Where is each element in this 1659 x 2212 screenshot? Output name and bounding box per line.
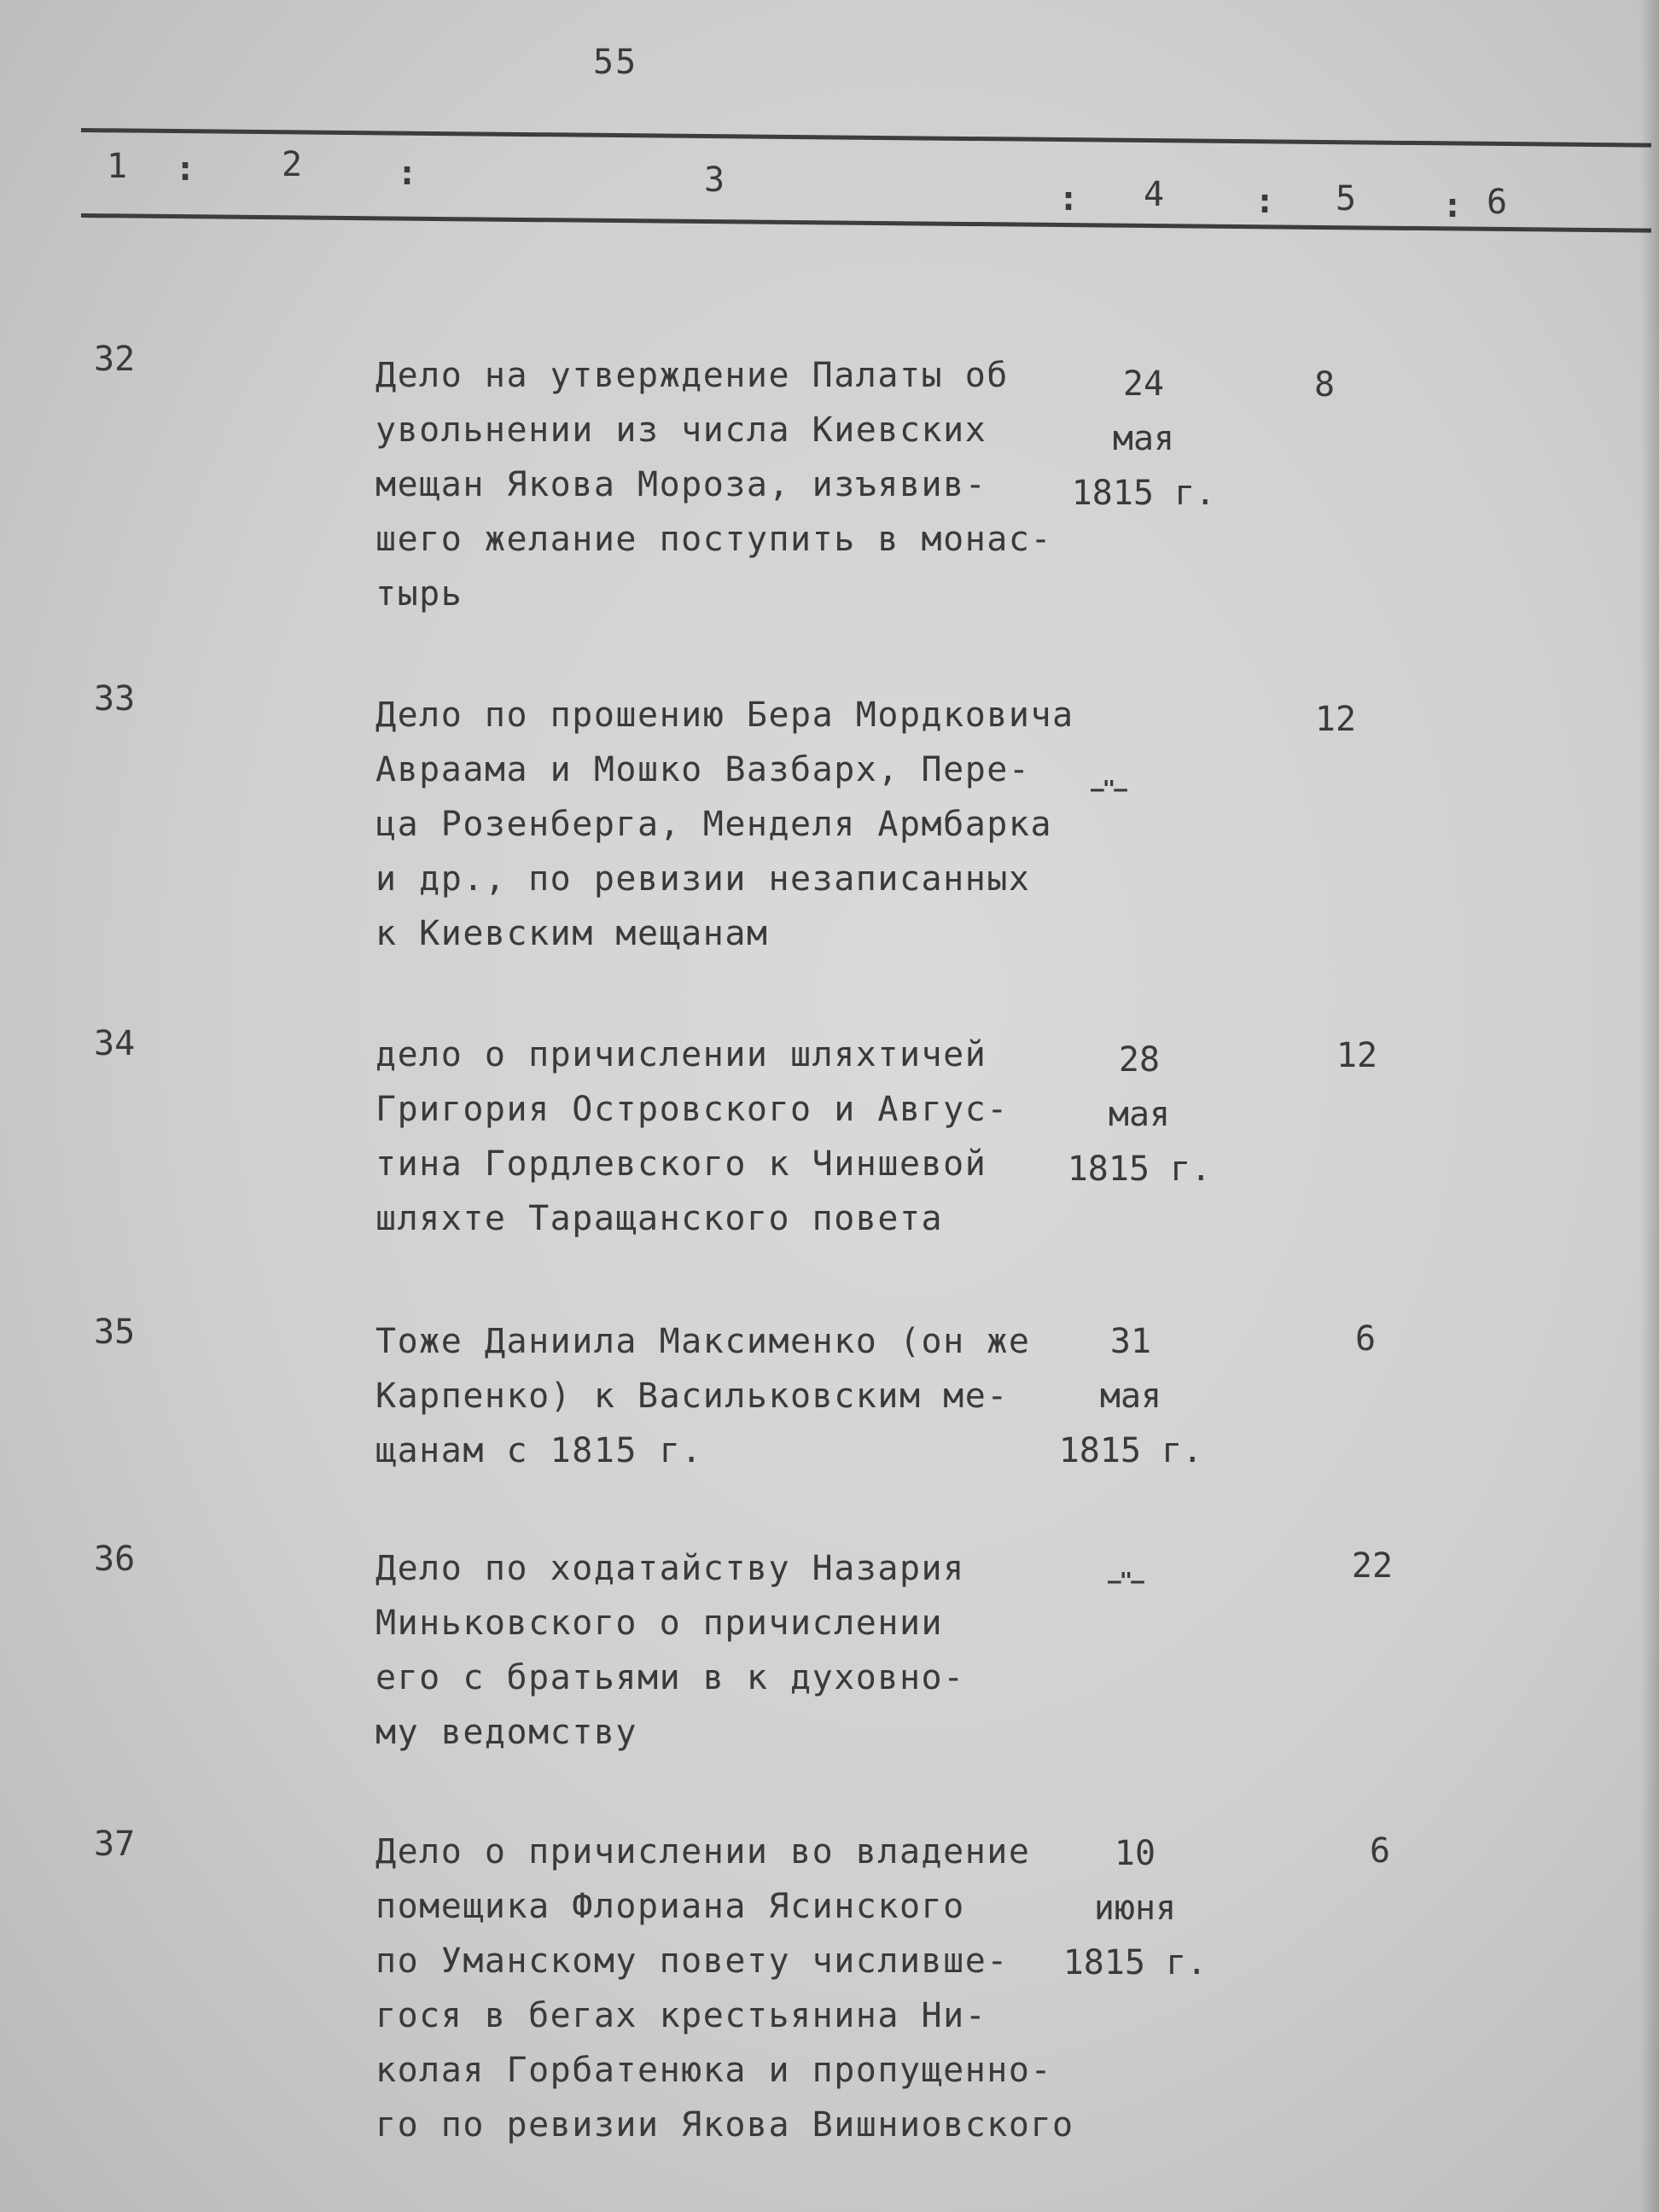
entry-number: 33 bbox=[94, 679, 136, 719]
entry-sheet-count: 22 bbox=[1351, 1546, 1394, 1586]
entry-number: 32 bbox=[94, 340, 136, 379]
entry-text-line: го по ревизии Якова Вишниовского bbox=[375, 2105, 1074, 2145]
entry-text-line: Дело по ходатайству Назария bbox=[375, 1549, 965, 1588]
column-separator: : bbox=[1254, 182, 1276, 221]
date-year: 1815 г. bbox=[1067, 1150, 1212, 1189]
date-year: 1815 г. bbox=[1058, 1431, 1203, 1470]
date-day: 10 bbox=[1114, 1834, 1156, 1873]
entry-text-line: и др., по ревизии незаписанных bbox=[375, 859, 1031, 899]
entry-text-line: Дело на утверждение Палаты об bbox=[375, 356, 1009, 395]
entry-text-line: шего желание поступить в монас- bbox=[375, 520, 1053, 559]
entry-text-line: Дело о причислении во владение bbox=[375, 1832, 1031, 1871]
entry-description bbox=[375, 1541, 1144, 1760]
entry-text-line: Тоже Даниила Максименко (он же bbox=[375, 1322, 1031, 1361]
header-bottom-rule bbox=[81, 213, 1651, 233]
date-day: 24 bbox=[1122, 364, 1165, 404]
entry-text-line: Авраама и Мошко Вазбарх, Пере- bbox=[375, 750, 1031, 789]
date-month: мая bbox=[1099, 1377, 1162, 1416]
entry-text-line: помещика Флориана Ясинского bbox=[375, 1887, 965, 1926]
entry-text-line: щанам с 1815 г. bbox=[375, 1431, 703, 1470]
date-day: 31 bbox=[1109, 1322, 1152, 1361]
date-year: 1815 г. bbox=[1071, 474, 1216, 513]
column-header-4: 4 bbox=[1144, 175, 1165, 214]
date-month: мая bbox=[1112, 419, 1175, 458]
date-month: июня bbox=[1093, 1889, 1177, 1928]
entry-sheet-count: 6 bbox=[1354, 1319, 1377, 1359]
column-header-1: 1 bbox=[107, 147, 128, 186]
entry-number: 36 bbox=[94, 1540, 136, 1579]
entry-text-line: мещан Якова Мороза, изъявив- bbox=[375, 465, 987, 504]
entry-date bbox=[1020, 1314, 1242, 1478]
entry-text-line: Григория Островского и Авгус- bbox=[375, 1090, 1009, 1129]
entry-text-line: тина Гордлевского к Чиншевой bbox=[375, 1144, 987, 1184]
entry-sheet-count: 6 bbox=[1369, 1831, 1391, 1871]
entry-date bbox=[1028, 1033, 1250, 1196]
entry-text-line: колая Горбатенюка и пропущенно- bbox=[375, 2051, 1053, 2090]
column-separator: : bbox=[175, 149, 196, 189]
entry-sheet-count: 12 bbox=[1314, 700, 1357, 739]
ditto-mark: —"— bbox=[1108, 1569, 1143, 1594]
entry-text-line: его с братьями в к духовно- bbox=[375, 1658, 965, 1697]
column-header-5: 5 bbox=[1336, 179, 1357, 218]
entry-description bbox=[375, 688, 1144, 961]
entry-number: 37 bbox=[94, 1825, 136, 1864]
entry-text-line: шляхте Таращанского повета bbox=[375, 1199, 944, 1238]
entry-text-line: гося в бегах крестьянина Ни- bbox=[375, 1996, 987, 2035]
entry-text-line: тырь bbox=[375, 574, 463, 614]
header-top-rule bbox=[81, 128, 1651, 148]
entry-text-line: Карпенко) к Васильковским ме- bbox=[375, 1377, 1009, 1416]
page-number: 55 bbox=[593, 43, 638, 82]
entry-text-line: му ведомству bbox=[375, 1713, 637, 1752]
entry-text-line: к Киевским мещанам bbox=[375, 914, 769, 953]
entry-text-line: увольнении из числа Киевских bbox=[375, 410, 987, 450]
column-separator: : bbox=[1442, 186, 1464, 225]
column-separator: : bbox=[1058, 179, 1080, 218]
entry-number: 35 bbox=[94, 1313, 136, 1352]
column-header-2: 2 bbox=[282, 145, 303, 184]
entry-sheet-count: 8 bbox=[1313, 365, 1336, 405]
entry-number: 34 bbox=[94, 1024, 136, 1063]
entry-description bbox=[375, 348, 1144, 621]
column-header-6: 6 bbox=[1487, 183, 1508, 222]
entry-text-line: ца Розенберга, Менделя Армбарка bbox=[375, 805, 1053, 844]
date-month: мая bbox=[1108, 1095, 1171, 1134]
entry-text-line: по Уманскому повету числивше- bbox=[375, 1941, 1009, 1981]
date-year: 1815 г. bbox=[1062, 1943, 1208, 1982]
entry-date bbox=[1033, 357, 1254, 521]
column-header-3: 3 bbox=[704, 160, 725, 200]
date-day: 28 bbox=[1118, 1040, 1161, 1080]
entry-text-line: дело о причислении шляхтичей bbox=[375, 1035, 987, 1074]
entry-date bbox=[1024, 1826, 1246, 1990]
entry-sheet-count: 12 bbox=[1336, 1036, 1378, 1075]
entry-text-line: Миньковского о причислении bbox=[375, 1604, 944, 1643]
ditto-mark: —"— bbox=[1091, 777, 1126, 802]
column-separator: : bbox=[397, 154, 418, 193]
entry-text-line: Дело по прошению Бера Мордковича bbox=[375, 696, 1074, 735]
